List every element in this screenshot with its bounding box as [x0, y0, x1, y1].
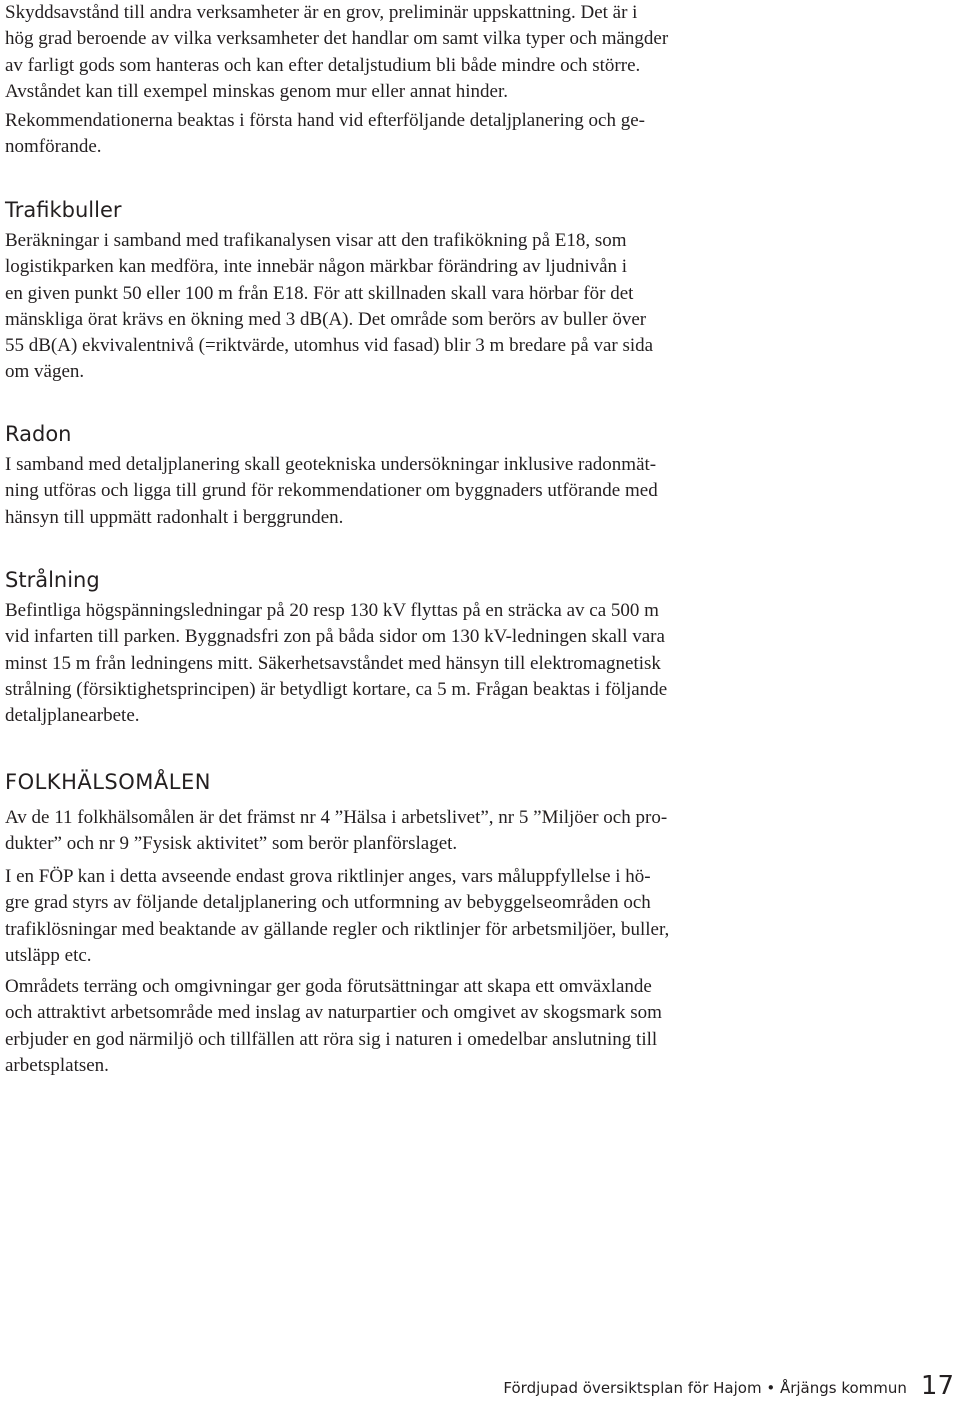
paragraph-stralning: Befintliga högspänningsledningar på 20 resp 130 kV flyttas på en sträcka av ca 500 m vid infarten till parken. Byggnadsfri zon på båda sidor om 130 kV-ledningen skall vara minst 15 m från ledningens mitt. Säkerhetsavståndet med hänsyn till elektromagnetisk strålning (försiktighetsprincipen) är betydligt kortare, ca 5 m. Frågan beaktas i följande detaljplanearbete. — [5, 600, 668, 727]
heading-trafikbuller: Trafikbuller — [5, 198, 122, 222]
paragraph-folkhalsomalen-1: Av de 11 folkhälsomålen är det främst nr 4 ”Hälsa i arbetslivet”, nr 5 ”Miljöer och pro- dukter” och nr 9 ”Fysisk aktivitet” som berör planförslaget. — [5, 807, 668, 855]
intro-paragraph-1: Skyddsavstånd till andra verksamheter är en grov, preliminär uppskattning. Det är i hög grad beroende av vilka verksamheter det handlar om samt vilka typer och mängder av farligt gods som hanteras och kan efter detaljstudium bli både mindre och större. Avståndet kan till exempel minskas genom mur eller annat hinder. — [5, 2, 669, 102]
paragraph-radon: I samband med detaljplanering skall geotekniska undersökningar inklusive radonmät- ning utföras och ligga till grund för rekommendationer om byggnaders utförande med hänsyn till uppmätt radonhalt i berggrunden. — [5, 454, 658, 528]
paragraph-folkhalsomalen-3: Områdets terräng och omgivningar ger goda förutsättningar att skapa ett omväxlande och attraktivt arbetsområde med inslag av naturpartier och omgivet av skogsmark som erbjuder en god närmiljö och tillfällen att röra sig i naturen i omedelbar anslutning till arbetsplatsen. — [5, 976, 662, 1076]
heading-folkhalsomalen: FOLKHÄLSOMÅLEN — [5, 770, 211, 794]
page-number: 17 — [920, 1371, 954, 1401]
intro-paragraph-2: Rekommendationerna beaktas i första hand vid efterföljande detaljplanering och ge- nomförande. — [5, 110, 645, 158]
paragraph-trafikbuller: Beräkningar i samband med trafikanalysen visar att den trafikökning på E18, som logistikparken kan medföra, inte innebär någon märkbar förändring av ljudnivån i en given punkt 50 eller 100 m från E18. För att skillnaden skall vara hörbar för det mänskliga örat krävs en ökning med 3 dB(A). Det område som berörs av buller över 55 dB(A) ekvivalentnivå (=riktvärde, utomhus vid fasad) blir 3 m bredare på var sida om vägen. — [5, 230, 654, 383]
footer-title: Fördjupad översiktsplan för Hajom • Årjängs kommun — [503, 1379, 907, 1397]
heading-radon: Radon — [5, 422, 72, 446]
paragraph-folkhalsomalen-2: I en FÖP kan i detta avseende endast grova riktlinjer anges, vars måluppfyllelse i hö- gre grad styrs av följande detaljplanering och utformning av bebyggelseområden och trafiklösningar med beaktande av gällande regler och riktlinjer för arbetsmiljöer, buller, utsläpp etc. — [5, 866, 670, 966]
page-footer — [503, 1370, 954, 1400]
heading-stralning: Strålning — [5, 568, 100, 592]
